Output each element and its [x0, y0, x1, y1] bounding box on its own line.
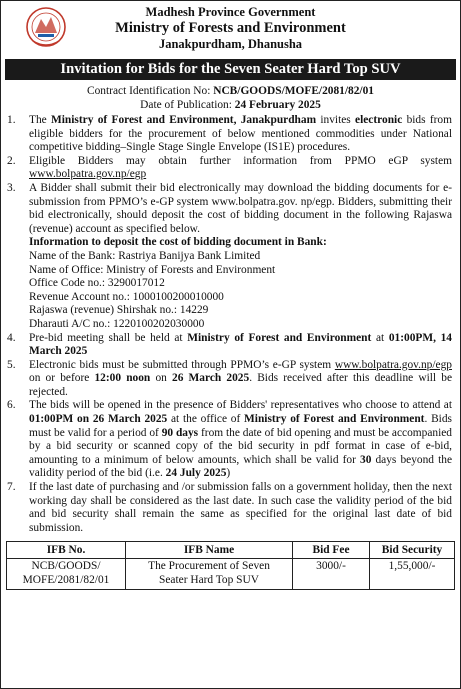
- table-header-row: [7, 542, 455, 559]
- table-row: [7, 559, 455, 589]
- cell-ifb-no: [7, 559, 126, 589]
- clause-2: [7, 155, 452, 182]
- text-run: Ministry of Forest and Environment: [244, 413, 425, 426]
- contract-id: [1, 84, 460, 98]
- clause-6: [7, 399, 452, 481]
- cell-line: The Procurement of Seven: [148, 560, 270, 573]
- notice-title: Invitation for Bids for the Seven Seater Hard Top SUV: [5, 59, 456, 80]
- clause-3: [7, 182, 452, 332]
- bank-line: Name of Office: Ministry of Forests and Environment: [29, 263, 276, 276]
- text-run: from the date of bid opening and must be accompanied by a bid security or scanned copy of the bid security in pdf format in case of e-bid, amounting to a minimum of below amounts, which shall be valid for: [29, 426, 452, 466]
- text-run: 01:00PM on 26 March 2025: [29, 413, 168, 426]
- govt-name: Madhesh Province Government: [145, 5, 316, 19]
- text-run: at: [371, 331, 389, 344]
- clause-number: 5.: [7, 358, 16, 371]
- text-run: Ministry of Forest and Environment, Janakpurdham: [51, 114, 317, 126]
- text-run: 12:00 noon: [94, 372, 151, 385]
- clause-5: [7, 359, 452, 400]
- text-run: on or before: [29, 372, 95, 385]
- bank-line: Name of the Bank: Rastriya Banijya Bank Limited: [29, 249, 261, 262]
- clause-number: 2.: [7, 154, 16, 167]
- clause-number: 3.: [7, 181, 16, 194]
- text-run: A Bidder shall submit their bid electronically may download the bidding documents for e-submission from PPMO’s e-GP system www.bolpatra.gov. np/egp. Bidders, submitting their bid electronically, should deposit the cost of bidding document in the following Rajaswa (revenue) account as specified below.: [29, 181, 452, 235]
- clause-text: [29, 332, 452, 359]
- publication-date-value: 24 February 2025: [234, 99, 321, 111]
- contract-id-value: NCB/GOODS/MOFE/2081/82/01: [213, 85, 374, 97]
- clause-number: 1.: [7, 114, 16, 126]
- text-run: at the office of: [167, 413, 245, 426]
- ministry-name: Ministry of Forests and Environment: [115, 20, 346, 36]
- nepal-emblem-icon: [25, 5, 67, 49]
- col-ifb-name: IFB Name: [126, 542, 293, 559]
- col-ifb-no: IFB No.: [7, 542, 126, 559]
- text-run: 24 July 2025: [165, 467, 227, 480]
- text-run: days beyond the validity period of the bid (i.e.: [29, 453, 452, 480]
- text-run: 90 days: [161, 426, 199, 439]
- contract-id-label: Contract Identification No:: [87, 85, 214, 97]
- clause-text: [29, 399, 452, 481]
- bank-line: Rajaswa (revenue) Shirshak no.: 14229: [29, 304, 209, 317]
- cell-line: Seater Hard Top SUV: [159, 574, 259, 586]
- ministry-address: Janakpurdham, Dhanusha: [158, 37, 303, 51]
- text-run: 26 March 2025: [172, 372, 250, 385]
- text-run: The: [29, 114, 52, 126]
- text-run: on: [150, 372, 172, 385]
- cell-bid-fee: 3000/-: [293, 559, 370, 589]
- text-run: The bids will be opened in the presence of Bidders' representatives who choose to attend at: [29, 399, 452, 412]
- clause-1: [7, 114, 452, 155]
- clause-text: If the last date of purchasing and /or submission falls on a government holiday, then the next working day shall be considered as the last date. In such case the validity period of the bid and bid security shall remain the same as specified for the original last date of bid submission.: [29, 481, 452, 534]
- letterhead: [1, 1, 460, 57]
- bank-line: Dharauti A/C no.: 1220100202030000: [29, 317, 205, 330]
- clause-4: [7, 332, 452, 359]
- cell-line: MOFE/2081/82/01: [22, 574, 110, 586]
- clause-7: [7, 481, 452, 535]
- bank-line: Revenue Account no.: 1000100200010000: [29, 290, 224, 303]
- text-run: . Bids must be valid for a period of: [29, 413, 452, 439]
- bank-line: Office Code no.: 3290017012: [29, 277, 165, 290]
- text-run: electronic: [355, 114, 403, 126]
- publication-date: [1, 98, 460, 112]
- clause-text: [29, 182, 452, 332]
- text-run: bids from eligible bidders for the procurement of below mentioned commodities under National competitive bidding–Single Stage Single Envelope (IS1E) procedures.: [29, 114, 452, 154]
- text-run: invites: [316, 114, 356, 126]
- cell-ifb-name: [126, 559, 293, 589]
- clause-number: 6.: [7, 399, 16, 412]
- bank-info-heading: Information to deposit the cost of bidding document in Bank:: [29, 236, 327, 249]
- notice-meta: [1, 84, 460, 112]
- clause-text: [29, 114, 452, 155]
- notice-body: [1, 112, 460, 535]
- text-run: Eligible Bidders may obtain further information from PPMO eGP system: [29, 154, 452, 167]
- col-bid-security: Bid Security: [370, 542, 455, 559]
- text-run: Pre-bid meeting shall be held at: [29, 331, 188, 344]
- egp-link[interactable]: www.bolpatra.gov.np/egp: [334, 358, 452, 371]
- text-run: . Bids received after this deadline will be rejected.: [29, 372, 453, 398]
- col-bid-fee: Bid Fee: [293, 542, 370, 559]
- text-run: 01:00PM, 14 March 2025: [29, 331, 453, 358]
- cell-bid-security: 1,55,000/-: [370, 559, 455, 589]
- ifb-table: [6, 541, 455, 589]
- text-run: Electronic bids must be submitted through PPMO’s e-GP system: [29, 358, 335, 371]
- text-run: ): [226, 467, 231, 480]
- publication-date-label: Date of Publication:: [140, 99, 235, 111]
- egp-link[interactable]: www.bolpatra.gov.np/egp: [29, 168, 147, 181]
- clause-text: [29, 155, 452, 182]
- clause-number: 4.: [7, 331, 16, 344]
- clause-text: [29, 359, 452, 400]
- clause-number: 7.: [7, 481, 16, 494]
- text-run: 30: [360, 453, 372, 466]
- cell-line: NCB/GOODS/: [31, 560, 101, 573]
- text-run: Ministry of Forest and Environment: [187, 331, 372, 344]
